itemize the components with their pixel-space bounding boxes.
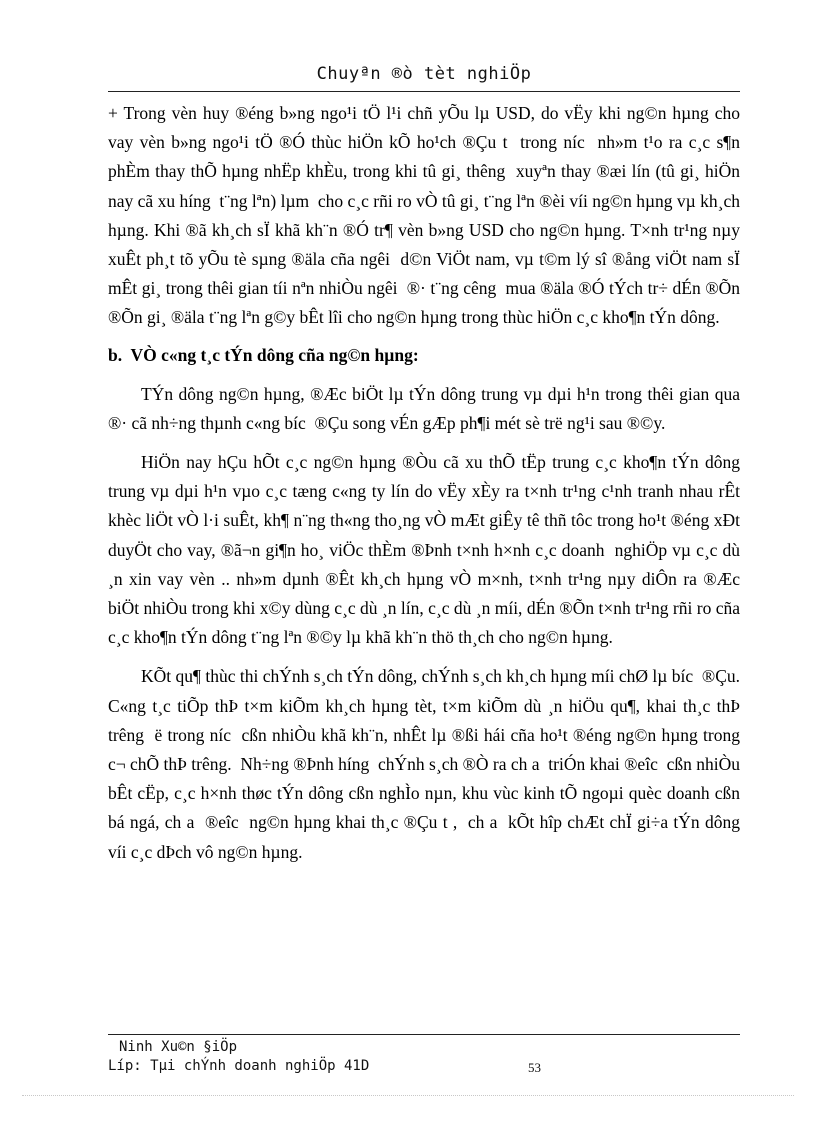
paragraph-4: KÕt qu¶ thùc thi chÝnh s¸ch tÝn dông, chÝnh s¸ch kh¸ch hµng míi chØ lµ bíc ®Çu. C«ng t¸c tiÕp thÞ t×m kiÕm kh¸ch hµng tèt, t×m kiÕm dù ¸n hiÖu qu¶, khai th¸c thÞ trêng ë trong níc cßn nhiÒu khã kh¨n, nhÊt lµ ®ßi hái cña ho¹t ®éng ng©n hµng trong c¬ chÕ thÞ trêng. Nh÷ng ®Þnh híng chÝnh s¸ch ®Ò ra ch a triÓn khai ®eîc cßn nhiÒu bÊt cËp, c¸c h×nh thøc tÝn dông cßn nghÌo nµn, khu vùc kinh tÕ ngoµi quèc doanh cßn bá ngá, ch a ®eîc ng©n hµng khai th¸c ®Çu t , ch a kÕt hîp chÆt chÏ gi÷a tÝn dông víi c¸c dÞch vô ng©n hµng. [108,666,740,862]
page-header-title: Chuyªn ®ò tèt nghiÖp [316,64,532,84]
section-heading-b: b. VÒ c«ng t¸c tÝn dông cña ng©n hµng: [108,344,419,365]
page-number: 53 [528,1060,541,1075]
paragraph-1: + Trong vèn huy ®éng b»ng ngo¹i tÖ l¹i chñ yÕu lµ USD, do vËy khi ng©n hµng cho vay vèn b»ng ngo¹i tÖ ®Ó thùc hiÖn kÕ ho¹ch ®Çu t trong níc nh»m t¹o ra c¸c s¶n phÈm thay thÕ hµng nhËp khÈu, trong khi tû gi¸ thêng xuyªn thay ®æi lín (tû gi¸ hiÖn nay cã xu híng t¨ng lªn) lµm cho c¸c rñi ro vÒ tû gi¸ t¨ng lªn ®èi víi ng©n hµng vµ kh¸ch hµng. Khi ®ã kh¸ch sÏ khã kh¨n ®Ó tr¶ vèn b»ng USD cho ng©n hµng. T×nh tr¹ng nµy xuÊt ph¸t tõ yÕu tè sµng ®äla cña ngêi d©n ViÖt nam, vµ t©m lý sî ®ång viÖt nam sÏ mÊt gi¸ trong thêi gian tíi nªn nhiÒu ngêi ®· t¨ng cêng mua ®äla ®Ó tÝch tr÷ dÉn ®Õn ®Õn gi¸ ®äla t¨ng lªn g©y bÊt lîi cho ng©n hµng trong thùc hiÖn c¸c kho¶n tÝn dông. [108,103,740,328]
footer-author: Ninh Xu©n §iÖp [119,1039,238,1055]
paragraph-3: HiÖn nay hÇu hÕt c¸c ng©n hµng ®Òu cã xu thÕ tËp trung c¸c kho¶n tÝn dông trung vµ dµi h¹n vµo c¸c tæng c«ng ty lín do vËy xÈy ra t×nh tr¹ng c¹nh tranh nhau rÊt khèc liÖt vÒ l·i suÊt, kh¶ n¨ng th«ng tho¸ng vÒ mÆt giÊy tê thñ tôc trong ho¹t ®éng xÐt duyÖt cho vay, ®ã¬n gi¶n ho¸ viÖc thÈm ®Þnh t×nh h×nh c¸c doanh nghiÖp vµ c¸c dù ¸n xin vay vèn .. nh»m dµnh ®Êt kh¸ch hµng vÒ m×nh, t×nh tr¹ng nµy diÔn ra ®Æc biÖt nhiÒu trong khi x©y dùng c¸c dù ¸n lín, c¸c dù ¸n míi, dÉn ®Õn t×nh tr¹ng rñi ro cña c¸c kho¶n tÝn dông t¨ng lªn ®©y lµ khã kh¨n thö th¸ch cho ng©n hµng. [108,452,740,648]
footer-divider [108,1034,740,1035]
page-body [108,99,740,867]
header-divider [108,91,740,92]
page-edge-dotted-line [22,1095,794,1096]
footer-class-label: Líp: Tµi chÝnh doanh nghiÖp 41D [108,1058,370,1074]
paragraph-2: TÝn dông ng©n hµng, ®Æc biÖt lµ tÝn dông trung vµ dµi h¹n trong thêi gian qua ®· cã nh÷ng thµnh c«ng bíc ®Çu song vÉn gÆp ph¶i mét sè trë ng¹i sau ®©y. [108,383,740,433]
